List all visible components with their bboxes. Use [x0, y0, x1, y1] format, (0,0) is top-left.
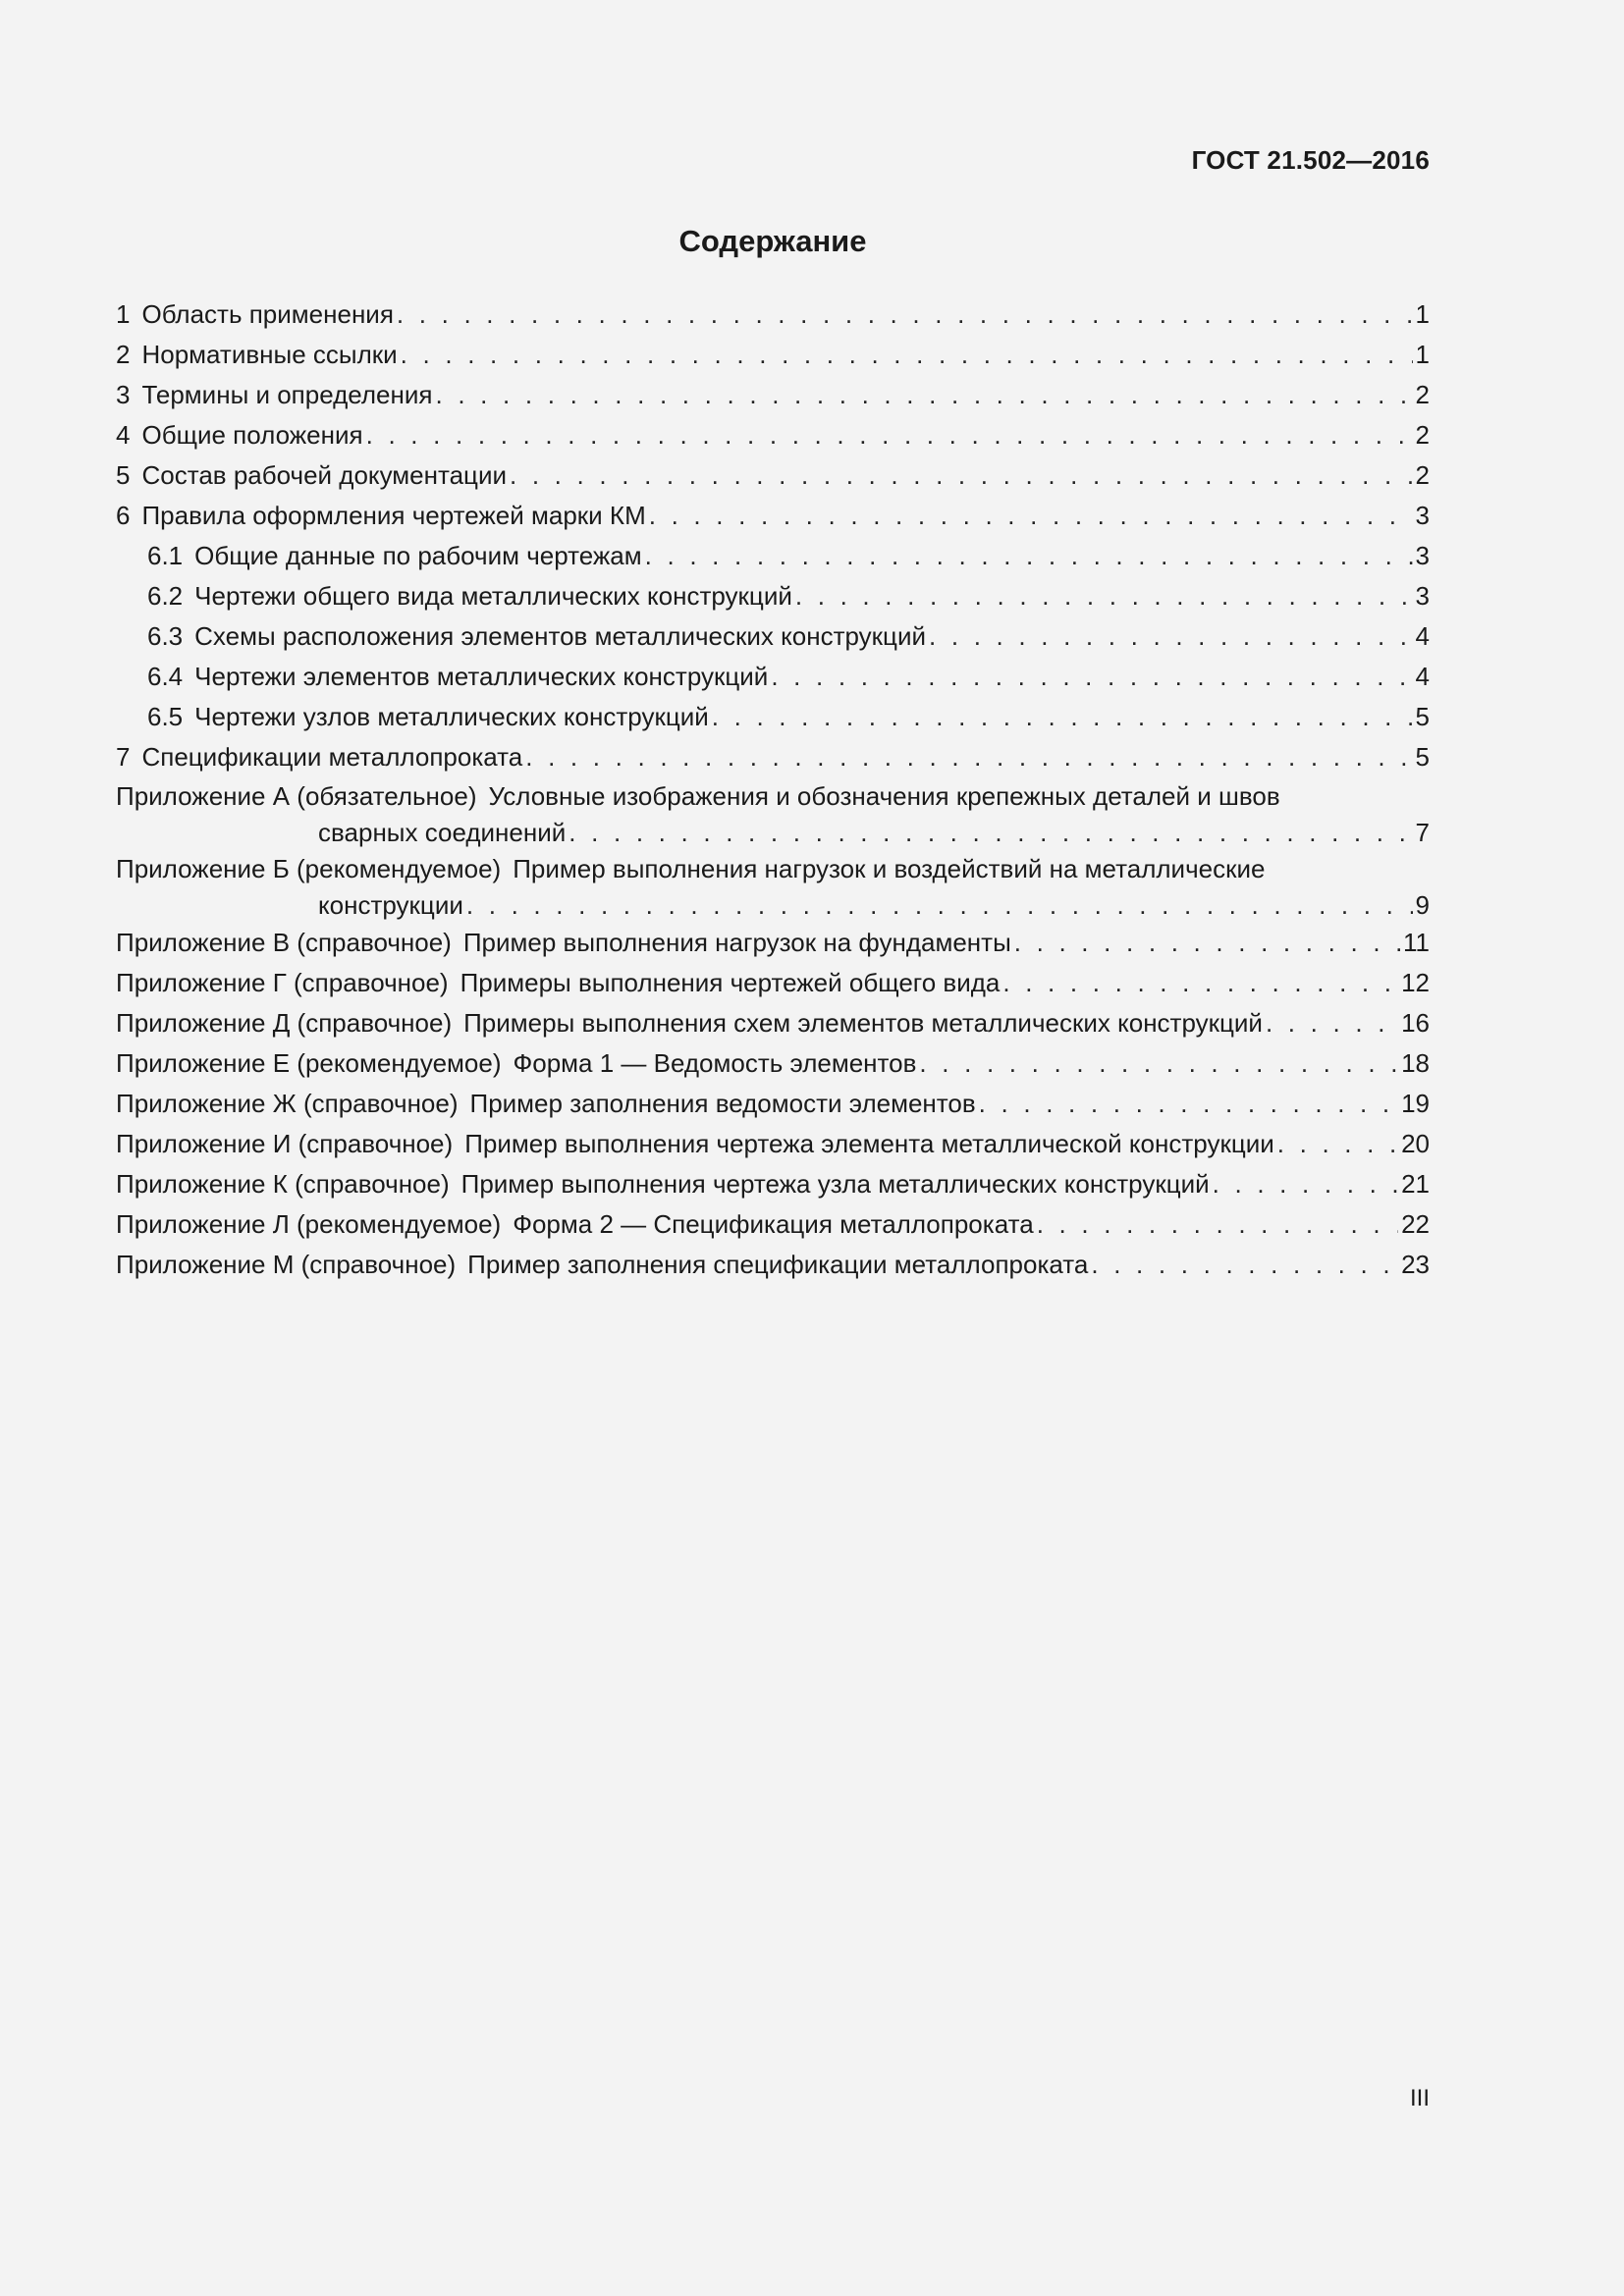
- toc-appendix-k[interactable]: [116, 1164, 1430, 1204]
- toc-item-label: Спецификации металлопроката: [141, 742, 523, 772]
- toc-item-page: 23: [1401, 1250, 1430, 1279]
- toc-appendix-prefix: Приложение В (справочное): [116, 928, 452, 957]
- toc-appendix-label: Примеры выполнения чертежей общего вида: [460, 968, 1001, 997]
- toc-appendix-prefix: Приложение К (справочное): [116, 1169, 450, 1199]
- toc-item-label: Общие данные по рабочим чертежам: [194, 541, 642, 570]
- toc-appendix-label: Форма 2 — Спецификация металлопроката: [513, 1209, 1034, 1239]
- toc-item-1[interactable]: [116, 294, 1430, 335]
- toc-item-page: 12: [1401, 968, 1430, 997]
- document-code: ГОСТ 21.502—2016: [1191, 145, 1430, 175]
- toc-item-number: 6.4: [147, 662, 184, 691]
- toc-item-page: 3: [1415, 501, 1430, 530]
- toc-appendix-prefix: Приложение Б (рекомендуемое): [116, 854, 502, 883]
- toc-leader-dots: [712, 697, 1413, 737]
- toc-leader-dots: [645, 536, 1413, 576]
- toc-item-6-2[interactable]: [116, 576, 1430, 616]
- toc-item-6-5[interactable]: [116, 697, 1430, 737]
- toc-appendix-prefix: Приложение А (обязательное): [116, 781, 477, 811]
- toc-appendix-label: Примеры выполнения схем элементов металлических конструкций: [463, 1008, 1263, 1038]
- toc-leader-dots: [1014, 923, 1400, 963]
- toc-appendix-label: Пример выполнения чертежа элемента металлической конструкции: [464, 1129, 1274, 1158]
- page-number: III: [1409, 2085, 1430, 2111]
- toc-item-5[interactable]: [116, 455, 1430, 496]
- toc-item-number: 6: [116, 501, 131, 530]
- toc-item-page: 16: [1401, 1008, 1430, 1038]
- toc-item-page: 20: [1401, 1129, 1430, 1158]
- toc-leader-dots: [397, 294, 1413, 335]
- toc-appendix-prefix: Приложение Е (рекомендуемое): [116, 1048, 502, 1078]
- toc-appendix-label: Форма 1 — Ведомость элементов: [513, 1048, 917, 1078]
- toc-item-number: 4: [116, 420, 131, 450]
- toc-item-3[interactable]: [116, 375, 1430, 415]
- toc-appendix-zh[interactable]: [116, 1084, 1430, 1124]
- page-title: Содержание: [678, 224, 867, 258]
- toc-appendix-d[interactable]: [116, 1003, 1430, 1043]
- toc-item-page: 1: [1415, 340, 1430, 369]
- toc-item-page: 2: [1415, 380, 1430, 409]
- toc-item-page: 9: [1415, 890, 1430, 920]
- toc-item-number: 1: [116, 299, 131, 329]
- toc-appendix-label: Пример заполнения ведомости элементов: [469, 1089, 976, 1118]
- toc-item-label: Чертежи общего вида металлических конструкций: [194, 581, 792, 611]
- toc-appendix-prefix: Приложение Ж (справочное): [116, 1089, 459, 1118]
- toc-item-label: Чертежи узлов металлических конструкций: [194, 702, 709, 731]
- toc-leader-dots: [1091, 1245, 1398, 1285]
- toc-item-number: 6.3: [147, 621, 184, 651]
- toc-appendix-b[interactable]: [116, 850, 1430, 923]
- toc-item-number: 2: [116, 340, 131, 369]
- toc-item-2[interactable]: [116, 335, 1430, 375]
- toc-appendix-label: Пример выполнения чертежа узла металлических конструкций: [460, 1169, 1210, 1199]
- toc-appendix-g[interactable]: [116, 963, 1430, 1003]
- toc-item-number: 5: [116, 460, 131, 490]
- toc-appendix-v[interactable]: [116, 923, 1430, 963]
- toc-leader-dots: [1037, 1204, 1398, 1245]
- toc-appendix-a[interactable]: [116, 777, 1430, 850]
- toc-item-number: 6.2: [147, 581, 184, 611]
- toc-leader-dots: [1002, 963, 1398, 1003]
- toc-item-page: 18: [1401, 1048, 1430, 1078]
- toc-item-number: 6.1: [147, 541, 184, 570]
- toc-item-number: 6.5: [147, 702, 184, 731]
- toc-leader-dots: [919, 1043, 1398, 1084]
- toc-appendix-label: Пример выполнения нагрузок на фундаменты: [462, 928, 1011, 957]
- toc-appendix-prefix: Приложение М (справочное): [116, 1250, 457, 1279]
- toc-appendix-label: Условные изображения и обозначения крепежных деталей и швов: [488, 781, 1280, 811]
- toc-item-label: Общие положения: [141, 420, 363, 450]
- table-of-contents: [116, 294, 1430, 1285]
- toc-item-label: Область применения: [141, 299, 394, 329]
- toc-item-4[interactable]: [116, 415, 1430, 455]
- toc-item-7[interactable]: [116, 737, 1430, 777]
- toc-item-page: 7: [1415, 818, 1430, 847]
- toc-item-label: Чертежи элементов металлических конструкций: [194, 662, 769, 691]
- toc-appendix-label-continued: сварных соединений: [318, 818, 567, 847]
- toc-item-page: 5: [1415, 702, 1430, 731]
- toc-leader-dots: [979, 1084, 1398, 1124]
- toc-item-label: Нормативные ссылки: [141, 340, 398, 369]
- toc-item-page: 1: [1415, 299, 1430, 329]
- toc-leader-dots: [510, 455, 1413, 496]
- toc-item-page: 4: [1415, 621, 1430, 651]
- toc-item-6-4[interactable]: [116, 657, 1430, 697]
- toc-leader-dots: [929, 616, 1413, 657]
- toc-item-label: Правила оформления чертежей марки КМ: [141, 501, 646, 530]
- toc-leader-dots: [795, 576, 1413, 616]
- toc-appendix-label-continued: конструкции: [318, 890, 463, 920]
- toc-leader-dots: [1213, 1164, 1398, 1204]
- toc-item-page: 3: [1415, 541, 1430, 570]
- toc-item-page: 2: [1415, 460, 1430, 490]
- toc-appendix-l[interactable]: [116, 1204, 1430, 1245]
- toc-appendix-prefix: Приложение И (справочное): [116, 1129, 454, 1158]
- toc-leader-dots: [568, 815, 1412, 850]
- toc-leader-dots: [649, 496, 1413, 536]
- toc-item-page: 11: [1403, 928, 1430, 957]
- toc-leader-dots: [466, 887, 1413, 923]
- toc-item-page: 5: [1415, 742, 1430, 772]
- toc-item-page: 22: [1401, 1209, 1430, 1239]
- toc-appendix-prefix: Приложение Л (рекомендуемое): [116, 1209, 502, 1239]
- toc-appendix-label: Пример заполнения спецификации металлопроката: [467, 1250, 1089, 1279]
- toc-item-page: 19: [1401, 1089, 1430, 1118]
- toc-leader-dots: [771, 657, 1412, 697]
- toc-item-number: 3: [116, 380, 131, 409]
- toc-item-page: 4: [1415, 662, 1430, 691]
- toc-appendix-prefix: Приложение Г (справочное): [116, 968, 449, 997]
- toc-item-label: Состав рабочей документации: [141, 460, 507, 490]
- toc-item-6-1[interactable]: [116, 536, 1430, 576]
- toc-leader-dots: [435, 375, 1412, 415]
- toc-item-page: 2: [1415, 420, 1430, 450]
- toc-leader-dots: [366, 415, 1413, 455]
- toc-item-label: Термины и определения: [141, 380, 433, 409]
- toc-item-6-3[interactable]: [116, 616, 1430, 657]
- toc-leader-dots: [401, 335, 1413, 375]
- toc-appendix-m[interactable]: [116, 1245, 1430, 1285]
- toc-leader-dots: [525, 737, 1412, 777]
- toc-appendix-prefix: Приложение Д (справочное): [116, 1008, 453, 1038]
- toc-item-label: Схемы расположения элементов металлических конструкций: [194, 621, 926, 651]
- toc-item-page: 3: [1415, 581, 1430, 611]
- toc-item-number: 7: [116, 742, 131, 772]
- toc-leader-dots: [1277, 1124, 1398, 1164]
- toc-appendix-i[interactable]: [116, 1124, 1430, 1164]
- toc-appendix-e[interactable]: [116, 1043, 1430, 1084]
- toc-leader-dots: [1266, 1003, 1398, 1043]
- toc-item-6[interactable]: [116, 496, 1430, 536]
- toc-appendix-label: Пример выполнения нагрузок и воздействий на металлические: [513, 854, 1266, 883]
- toc-item-page: 21: [1401, 1169, 1430, 1199]
